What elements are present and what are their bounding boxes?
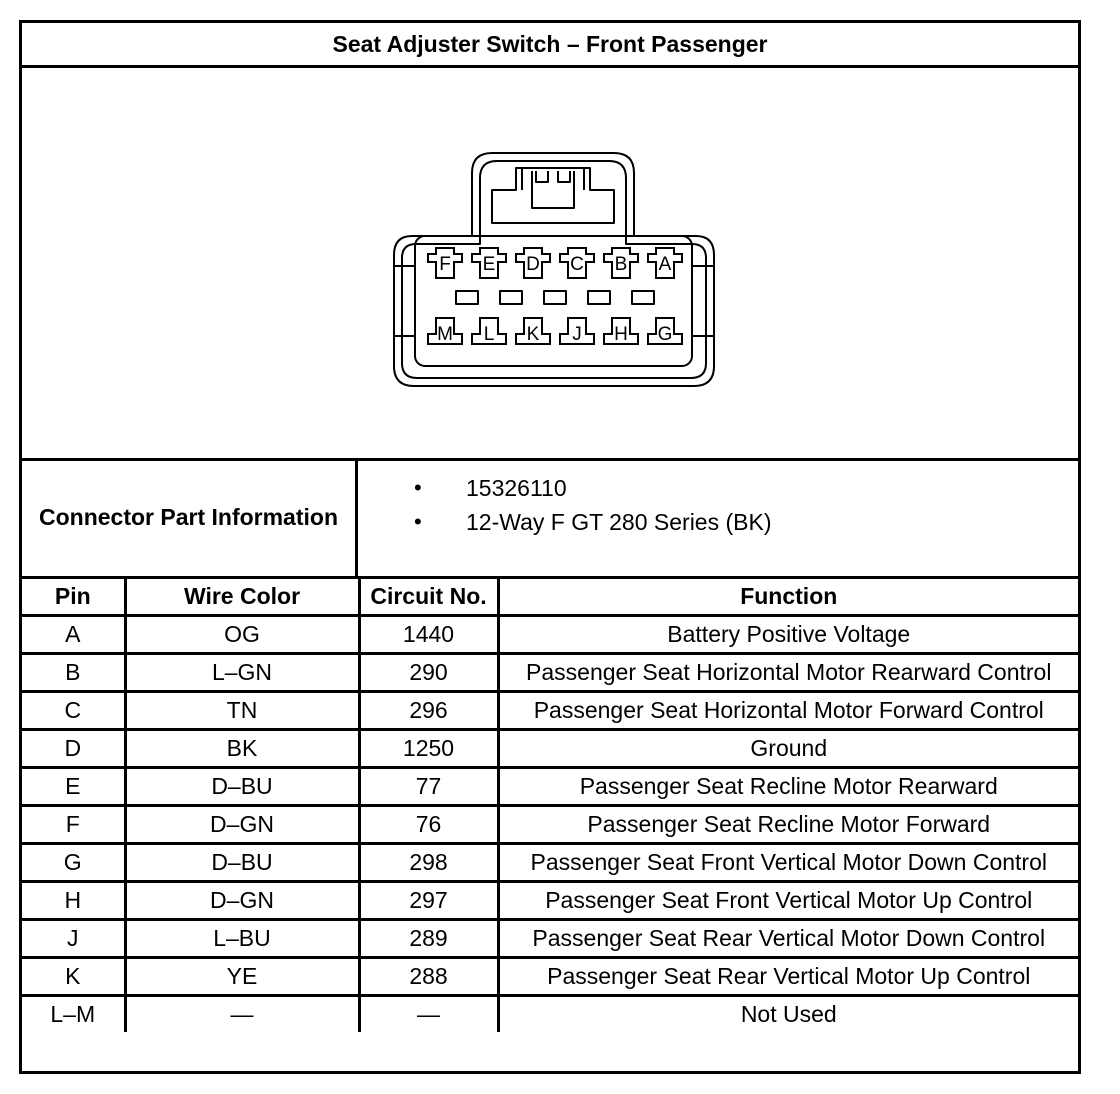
wire-color-cell: BK — [125, 730, 359, 768]
latch — [492, 168, 614, 223]
pinout-table — [22, 579, 1078, 1032]
cavity-label-e: E — [482, 254, 496, 275]
cavity-label-k: K — [526, 324, 540, 345]
circuit-cell: 1250 — [359, 730, 498, 768]
pin-cell: L–M — [22, 996, 125, 1033]
function-cell: Passenger Seat Recline Motor Forward — [498, 806, 1078, 844]
pin-cell: A — [22, 616, 125, 654]
table-row — [22, 692, 1078, 730]
pin-cell: F — [22, 806, 125, 844]
wire-color-cell: L–BU — [125, 920, 359, 958]
polarization-slot — [544, 291, 566, 304]
polarization-slot — [456, 291, 478, 304]
pin-cell: C — [22, 692, 125, 730]
wire-color-cell: TN — [125, 692, 359, 730]
latch-prongs — [536, 171, 570, 182]
circuit-cell: 77 — [359, 768, 498, 806]
table-row — [22, 958, 1078, 996]
table-row — [22, 882, 1078, 920]
wire-color-cell: YE — [125, 958, 359, 996]
connector-part-information — [22, 461, 1078, 579]
pin-cell: G — [22, 844, 125, 882]
pin-cell: B — [22, 654, 125, 692]
page-title: Seat Adjuster Switch – Front Passenger — [22, 23, 1078, 68]
pin-cell: J — [22, 920, 125, 958]
circuit-cell: 1440 — [359, 616, 498, 654]
wire-color-cell: — — [125, 996, 359, 1033]
function-cell: Passenger Seat Horizontal Motor Forward Control — [498, 692, 1078, 730]
pin-cell: K — [22, 958, 125, 996]
wire-color-cell: D–BU — [125, 844, 359, 882]
wire-color-cell: D–GN — [125, 882, 359, 920]
connector-info-label: Connector Part Information — [22, 461, 358, 576]
table-row — [22, 920, 1078, 958]
header-wire-color: Wire Color — [125, 579, 359, 616]
cavity-label-d: D — [526, 254, 540, 275]
connector-diagram — [22, 68, 1078, 461]
header-function: Function — [498, 579, 1078, 616]
wire-color-cell: D–GN — [125, 806, 359, 844]
table-header-row — [22, 579, 1078, 616]
wire-color-cell: D–BU — [125, 768, 359, 806]
cavity-label-b: B — [614, 254, 628, 275]
table-row — [22, 844, 1078, 882]
circuit-cell: 288 — [359, 958, 498, 996]
function-cell: Passenger Seat Rear Vertical Motor Down Control — [498, 920, 1078, 958]
function-cell: Battery Positive Voltage — [498, 616, 1078, 654]
circuit-cell: 297 — [359, 882, 498, 920]
connector-sheet — [19, 20, 1081, 1074]
cavity-label-j: J — [572, 324, 582, 345]
function-cell: Ground — [498, 730, 1078, 768]
polarization-slot — [500, 291, 522, 304]
wire-color-cell: OG — [125, 616, 359, 654]
connector-details-list — [358, 471, 771, 539]
circuit-cell: 296 — [359, 692, 498, 730]
pin-cell: E — [22, 768, 125, 806]
function-cell: Passenger Seat Rear Vertical Motor Up Control — [498, 958, 1078, 996]
table-row — [22, 996, 1078, 1033]
cavity-label-l: L — [483, 324, 495, 345]
cavity-label-m: M — [437, 324, 453, 345]
pin-cell: D — [22, 730, 125, 768]
circuit-cell: 298 — [359, 844, 498, 882]
cavity-label-f: F — [439, 254, 451, 275]
cavity-label-h: H — [614, 324, 628, 345]
wire-color-cell: L–GN — [125, 654, 359, 692]
circuit-cell: — — [359, 996, 498, 1033]
table-row — [22, 654, 1078, 692]
part-number: • 15326110 — [358, 471, 771, 505]
function-cell: Passenger Seat Horizontal Motor Rearward Control — [498, 654, 1078, 692]
table-row — [22, 806, 1078, 844]
circuit-cell: 290 — [359, 654, 498, 692]
table-row — [22, 730, 1078, 768]
header-pin: Pin — [22, 579, 125, 616]
connector-type: • 12-Way F GT 280 Series (BK) — [358, 505, 771, 539]
polarization-slot — [632, 291, 654, 304]
cavity-label-g: G — [657, 324, 673, 345]
function-cell: Passenger Seat Recline Motor Rearward — [498, 768, 1078, 806]
connector-face-drawing — [22, 68, 1078, 458]
polarization-slot — [588, 291, 610, 304]
cavity-label-c: C — [570, 254, 584, 275]
latch-tab — [522, 168, 584, 208]
cavity-label-a: A — [658, 254, 672, 275]
pin-cell: H — [22, 882, 125, 920]
function-cell: Passenger Seat Front Vertical Motor Up Control — [498, 882, 1078, 920]
circuit-cell: 76 — [359, 806, 498, 844]
table-row — [22, 616, 1078, 654]
header-circuit: Circuit No. — [359, 579, 498, 616]
function-cell: Not Used — [498, 996, 1078, 1033]
function-cell: Passenger Seat Front Vertical Motor Down Control — [498, 844, 1078, 882]
table-row — [22, 768, 1078, 806]
circuit-cell: 289 — [359, 920, 498, 958]
